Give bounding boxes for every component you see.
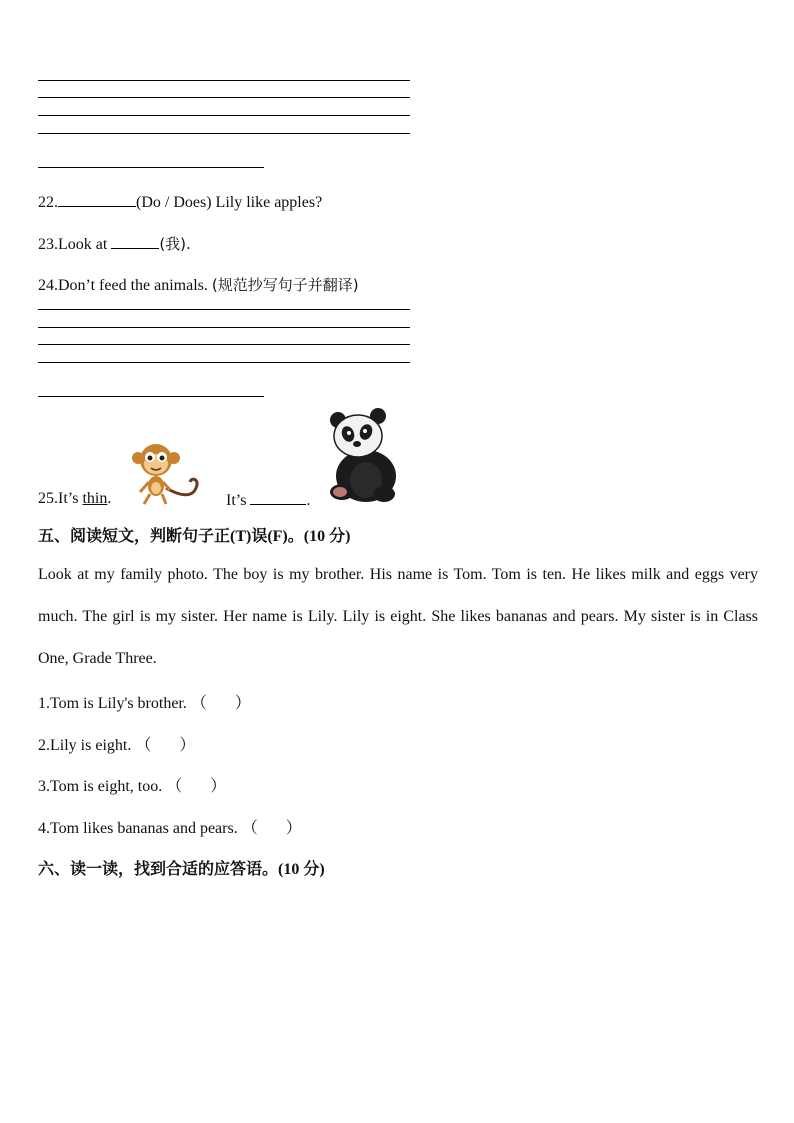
question-text: It’s bbox=[226, 492, 247, 509]
keyword-thin: thin bbox=[82, 490, 108, 507]
tf-statement: 2.Lily is eight. bbox=[38, 737, 132, 754]
section-5-title: 五、阅读短文，判断句子正(T)误(F)。(10 分) bbox=[38, 528, 351, 545]
writing-line bbox=[38, 327, 410, 328]
answer-bracket[interactable]: （ ） bbox=[190, 695, 251, 712]
monkey-illustration bbox=[130, 440, 206, 506]
question-number: 25. bbox=[38, 490, 58, 507]
question-number: 23. bbox=[38, 236, 58, 253]
question-number: 22. bbox=[38, 194, 58, 211]
question-text: (Do / Does) Lily like apples? bbox=[136, 194, 323, 211]
tf-item bbox=[38, 690, 249, 713]
reading-passage: Look at my family photo. The boy is my brother. His name is Tom. Tom is ten. He likes milk and eggs very much. The girl is my sister. Her name is Lily. Lily is eight. She likes bananas and pears. My sister is in Class One, Grade Three. bbox=[38, 566, 758, 667]
question-hint: (我). bbox=[159, 235, 191, 253]
question-25-second: It’s . bbox=[226, 492, 311, 509]
writing-line bbox=[38, 344, 410, 345]
tf-statement: 1.Tom is Lily's brother. bbox=[38, 695, 187, 712]
question-24 bbox=[38, 274, 359, 295]
tf-item bbox=[38, 815, 300, 838]
tf-statement: 4.Tom likes bananas and pears. bbox=[38, 820, 238, 837]
question-instruction: (规范抄写句子并翻译) bbox=[211, 276, 359, 294]
question-text: Look at bbox=[58, 236, 108, 253]
writing-line bbox=[38, 309, 410, 310]
writing-line-short bbox=[38, 396, 264, 397]
answer-blank[interactable] bbox=[58, 192, 136, 207]
writing-line bbox=[38, 80, 410, 81]
section-6-title: 六、读一读，找到合适的应答语。(10 分) bbox=[38, 861, 325, 878]
question-23 bbox=[38, 233, 191, 254]
question-text: It’s bbox=[58, 490, 79, 507]
answer-blank[interactable] bbox=[250, 490, 306, 505]
writing-line bbox=[38, 133, 410, 134]
tf-item bbox=[38, 773, 227, 796]
answer-bracket[interactable]: （ ） bbox=[135, 737, 196, 754]
writing-line bbox=[38, 362, 410, 363]
answer-bracket[interactable]: （ ） bbox=[241, 820, 302, 837]
writing-line bbox=[38, 97, 410, 98]
answer-blank[interactable] bbox=[111, 234, 159, 249]
panda-illustration bbox=[326, 408, 406, 506]
question-25: 25.It’s thin. bbox=[38, 490, 112, 507]
writing-line bbox=[38, 115, 410, 116]
question-text: Don’t feed the animals. bbox=[58, 277, 208, 294]
writing-line-short bbox=[38, 167, 264, 168]
tf-item bbox=[38, 732, 196, 755]
question-number: 24. bbox=[38, 277, 58, 294]
answer-bracket[interactable]: （ ） bbox=[166, 778, 227, 795]
question-22 bbox=[38, 192, 322, 212]
tf-statement: 3.Tom is eight, too. bbox=[38, 778, 163, 795]
